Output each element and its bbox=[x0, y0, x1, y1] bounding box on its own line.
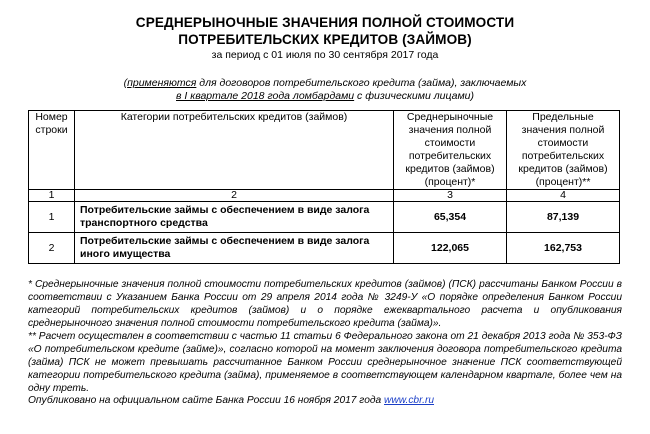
column-number: 4 bbox=[507, 190, 620, 202]
row-limit-value: 162,753 bbox=[507, 233, 620, 264]
applies-keyword: применяются bbox=[127, 77, 197, 89]
header-average-value: Среднерыночные значения полной стоимости потребительских кредитов (займов) (процент)* bbox=[394, 111, 507, 190]
applies-text-1: для договоров потребительского кредита (займа), заключаемых bbox=[196, 77, 527, 89]
row-limit-value: 87,139 bbox=[507, 202, 620, 233]
footnote-limit: ** Расчет осуществлен в соответствии с частью 11 статьи 6 Федерального закона от 21 декабря 2013 года № 353-ФЗ «О потребительском кредите (займе)», согласно которой на момент заключения договора потребительского кредита (займа) ПСК не может превышать рассчитанное Банком России среднерыночное значение ПСК соответствующей категории потребительского кредита (займа), применяемое в соответствующем календарном квартале, более чем на одну треть. bbox=[28, 331, 622, 394]
column-number: 3 bbox=[394, 190, 507, 202]
title-line-2: ПОТРЕБИТЕЛЬСКИХ КРЕДИТОВ (ЗАЙМОВ) bbox=[178, 32, 472, 47]
title-line-1: СРЕДНЕРЫНОЧНЫЕ ЗНАЧЕНИЯ ПОЛНОЙ СТОИМОСТИ bbox=[135, 15, 515, 30]
header-category: Категории потребительских кредитов (займов) bbox=[75, 111, 394, 190]
header-limit-value: Предельные значения полной стоимости потребительских кредитов (займов) (процент)** bbox=[507, 111, 620, 190]
header-row-number: Номер строки bbox=[29, 111, 75, 190]
row-average-value: 122,065 bbox=[394, 233, 507, 264]
rates-table bbox=[28, 110, 620, 264]
row-number: 1 bbox=[29, 202, 75, 233]
applies-quarter: в I квартале 2018 года bbox=[176, 90, 290, 102]
table-row bbox=[29, 233, 620, 264]
row-average-value: 65,354 bbox=[394, 202, 507, 233]
column-number-row bbox=[29, 190, 620, 202]
period-text: за период с 01 июля по 30 сентября 2017 года bbox=[211, 49, 439, 61]
row-category: Потребительские займы с обеспечением в виде залога транспортного средства bbox=[75, 202, 394, 233]
column-number: 1 bbox=[29, 190, 75, 202]
row-category: Потребительские займы с обеспечением в виде залога иного имущества bbox=[75, 233, 394, 264]
table-header-row bbox=[29, 111, 620, 190]
table-row bbox=[29, 202, 620, 233]
cbr-link[interactable]: www.cbr.ru bbox=[384, 395, 435, 406]
published-text: Опубликовано на официальном сайте Банка России 16 ноября 2017 года bbox=[28, 395, 384, 406]
page-title bbox=[0, 14, 650, 48]
applies-text-2: с физическими лицами) bbox=[354, 90, 474, 102]
published-note bbox=[28, 394, 622, 407]
applies-note: (применяются для договоров потребительского кредита (займа), заключаемых в I квартале 2018 года ломбардами с физическими лицами) bbox=[123, 77, 527, 102]
applies-lenders: ломбардами bbox=[289, 90, 355, 102]
column-number: 2 bbox=[75, 190, 394, 202]
row-number: 2 bbox=[29, 233, 75, 264]
footnote-average: * Среднерыночные значения полной стоимости потребительских кредитов (займов) (ПСК) рассчитаны Банком России в соответствии с Указанием Банка России от 29 апреля 2014 года № 3249-У «О порядке определения Банком России категорий потребительских кредитов (займов) и о порядке ежеквартального расчета и опубликования среднерыночного значения полной стоимости потребительского кредита (займа)». bbox=[28, 279, 622, 329]
